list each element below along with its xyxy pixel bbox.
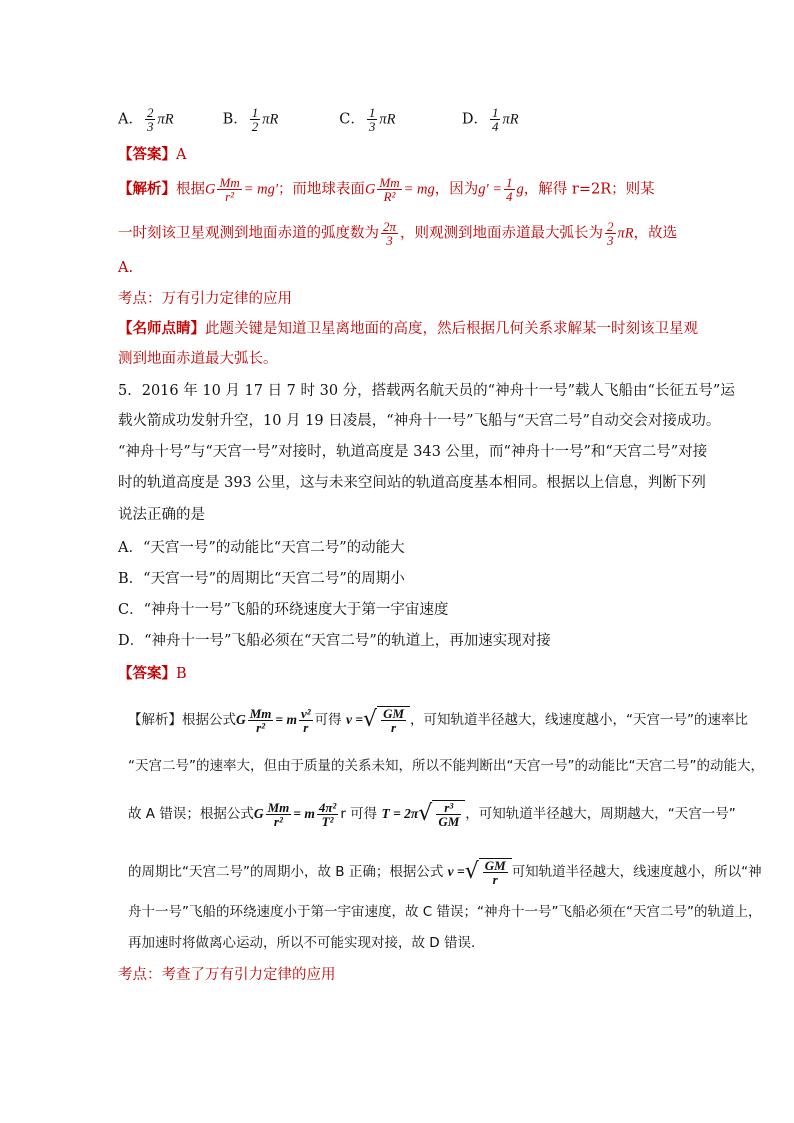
tip-text: 测到地面赤道最大弧长。 xyxy=(118,351,278,367)
option-letter: C． xyxy=(339,111,365,128)
option-text: C．“神舟十一号”飞船的环绕速度大于第一宇宙速度 xyxy=(118,602,449,618)
formula-part: πR xyxy=(617,225,634,242)
q5-analysis-line-6 xyxy=(128,933,484,953)
frac-num: 1 xyxy=(491,105,499,120)
formula-part: g xyxy=(516,181,524,198)
analysis-text: 故 A 错误；根据公式 xyxy=(128,806,254,822)
kaodian-text: 考点：万有引力定律的应用 xyxy=(118,291,292,307)
frac-den: 3 xyxy=(368,119,376,134)
stem-text: 时的轨道高度是 393 公里，这与未来空间站的轨道高度基本相同。根据以上信息，判断下列 xyxy=(118,475,706,491)
q5-analysis-line-5 xyxy=(128,902,761,922)
frac-num: 2 xyxy=(607,219,614,234)
frac-den: r² xyxy=(256,719,266,735)
kaodian-text: 考点：考查了万有引力定律的应用 xyxy=(118,967,336,983)
analysis-text: r 可得 xyxy=(340,806,378,822)
q5-stem-line-2 xyxy=(118,411,720,431)
frac-num: Mm xyxy=(267,799,290,815)
q5-option-a xyxy=(118,538,405,558)
q5-stem-line-3 xyxy=(118,442,707,462)
option-tail: πR xyxy=(262,111,279,128)
answer-value: A xyxy=(176,147,187,163)
frac-den: R² xyxy=(383,189,396,204)
option-letter: D． xyxy=(461,111,488,128)
q5-option-c xyxy=(118,600,448,620)
analysis-text: 一时刻该卫星观测到地面赤道的弧度数为 xyxy=(118,225,379,242)
option-tail: πR xyxy=(379,111,396,128)
frac-num: GM xyxy=(484,858,506,873)
answer-label: 【答案】 xyxy=(118,665,176,682)
frac-num: 1 xyxy=(251,105,259,120)
analysis-text: 的周期比“天宫二号”的周期小，故 B 正确；根据公式 xyxy=(128,864,444,880)
frac-num: 2π xyxy=(383,219,397,234)
analysis-text: ；而地球表面 xyxy=(277,181,365,198)
analysis-text: 可知轨道半径越大，线速度越小，所以“神 xyxy=(511,864,762,880)
q5-option-b xyxy=(118,569,405,589)
analysis-text: 根据 xyxy=(176,181,205,198)
analysis-text: ，可知轨道半径越大，周期越大，“天宫一号” xyxy=(465,806,736,822)
frac-num: GM xyxy=(383,706,405,721)
q5-analysis-line-1: 【解析】根据公式G $\frac{Mm}{\text{r²}}$ = m $\frac{\text{v²}}{r}$ 可得 v =√ $\frac{GM}{r}$ ，可知轨道半径越大，线速度越小，“天宫一号”的速率比 xyxy=(128,705,749,735)
frac-den: T² xyxy=(321,813,334,829)
stem-text: 载火箭成功发射升空，10 月 19 日凌晨，“神舟十一号”飞船与“天宫二号”自动交会对接成功。 xyxy=(118,413,721,429)
frac-den: 2 xyxy=(251,119,259,134)
q5-stem-line-4 xyxy=(118,473,706,493)
frac-num: 2 xyxy=(146,105,154,120)
frac-den: 4 xyxy=(506,189,513,204)
formula-part: = m xyxy=(293,806,315,821)
answer-value: B xyxy=(176,666,187,682)
q4-tip-line-2 xyxy=(118,349,278,369)
option-tail: πR xyxy=(157,111,174,128)
analysis-text: ，则观测到地面赤道最大弧长为 xyxy=(400,225,604,242)
frac-num: v² xyxy=(301,705,311,721)
tip-label: 【名师点睛】 xyxy=(118,320,205,337)
frac-den: 4 xyxy=(491,119,499,134)
frac-den: r xyxy=(391,720,397,735)
analysis-text: A. xyxy=(118,260,134,276)
analysis-text: ，因为 xyxy=(434,181,479,198)
frac-den: 3 xyxy=(607,233,614,248)
analysis-text: ，解得 r=2R；则某 xyxy=(523,181,655,198)
q4-analysis-line-3 xyxy=(118,258,133,278)
frac-num: Mm xyxy=(219,175,240,190)
q4-kaodian xyxy=(118,289,292,309)
formula-part: T = 2π xyxy=(381,806,419,821)
analysis-text: 舟十一号”飞船的环绕速度小于第一宇宙速度，故 C 错误；“神舟十一号”飞船必须在“天宫二号”的轨道上， xyxy=(128,904,762,920)
frac-num: 1 xyxy=(368,105,376,120)
answer-label: 【答案】 xyxy=(118,146,176,163)
q5-analysis-line-2 xyxy=(128,756,764,776)
frac-num: 4π² xyxy=(318,799,337,815)
formula-part: G xyxy=(364,181,376,198)
frac-den: r² xyxy=(273,813,283,829)
frac-num: 1 xyxy=(506,175,513,190)
q5-kaodian xyxy=(118,965,336,985)
frac-den: GM xyxy=(438,814,460,829)
q4-answer xyxy=(118,145,186,165)
q4-tip-line-1 xyxy=(118,319,698,339)
q5-option-d xyxy=(118,631,551,651)
frac-den: r² xyxy=(225,189,235,204)
stem-text: “神舟十号”与“天宫一号”对接时，轨道高度是 343 公里，而“神舟十一号”和“天宫二号”对接 xyxy=(118,444,708,460)
q4-option-b xyxy=(223,106,335,133)
q5-answer xyxy=(118,664,187,684)
option-text: B．“天宫一号”的周期比“天宫二号”的周期小 xyxy=(118,571,405,587)
analysis-text: 【解析】根据公式 xyxy=(128,712,236,728)
formula-part: v = xyxy=(447,864,465,879)
option-letter: A． xyxy=(118,111,143,128)
q5-stem-line-5 xyxy=(118,505,205,525)
q4-option-d xyxy=(462,106,519,133)
formula-part: = mg xyxy=(403,181,435,198)
analysis-text: ，可知轨道半径越大，线速度越小，“天宫一号”的速率比 xyxy=(410,712,749,728)
frac-den: 3 xyxy=(146,119,154,134)
option-tail: πR xyxy=(502,111,519,128)
analysis-text: 再加速时将做离心运动，所以不可能实现对接，故 D 错误． xyxy=(128,935,485,951)
analysis-text: ，故选 xyxy=(633,225,678,242)
frac-den: r xyxy=(303,719,309,735)
frac-num: r³ xyxy=(436,801,461,815)
formula-part: v = xyxy=(345,712,364,727)
q5-stem-line-1 xyxy=(118,381,735,401)
formula-part: g' = xyxy=(478,181,503,198)
frac-num: Mm xyxy=(379,175,400,190)
q4-analysis-line-2 xyxy=(118,220,677,247)
q5-analysis-line-4: 的周期比“天宫二号”的周期小，故 B 正确；根据公式 v =√ $\frac{GM}{r}$ 可知轨道半径越大，线速度越小，所以“神 xyxy=(128,858,762,887)
stem-text: 说法正确的是 xyxy=(118,507,205,523)
q5-analysis-line-3: 故 A 错误；根据公式G $\frac{Mm}{\text{r²}}$ = m $\frac{\text{4π²}}{\text{T²}}$ r 可得 T = 2π√ $\frac{\text{r³}}{GM}$ ，可知轨道半径越大，周期越大，“天宫一号” xyxy=(128,799,736,829)
analysis-text: “天宫二号”的速率大，但由于质量的关系未知，所以不能判断出“天宫一号”的动能比“天宫二号”的动能大， xyxy=(128,758,764,774)
frac-num: Mm xyxy=(249,705,272,721)
option-text: D．“神舟十一号”飞船必须在“天宫二号”的轨道上，再加速实现对接 xyxy=(118,633,551,649)
q4-options xyxy=(118,106,519,133)
frac-den: r xyxy=(492,872,498,887)
option-letter: B． xyxy=(222,111,248,128)
analysis-label: 【解析】 xyxy=(118,180,176,198)
analysis-text: 可得 xyxy=(314,712,342,728)
stem-text: 5．2016 年 10 月 17 日 7 时 30 分，搭载两名航天员的“神舟十一号”载人飞船由“长征五号”运 xyxy=(118,383,735,399)
frac-den: 3 xyxy=(386,233,393,248)
q4-option-c xyxy=(339,106,457,133)
formula-part: = m xyxy=(275,712,297,727)
formula-part: = mg' xyxy=(243,181,278,198)
option-text: A．“天宫一号”的动能比“天宫二号”的动能大 xyxy=(118,540,405,556)
q4-analysis-line-1 xyxy=(118,176,655,203)
q4-option-a xyxy=(118,106,218,133)
tip-text: 此题关键是知道卫星离地面的高度，然后根据几何关系求解某一时刻该卫星观 xyxy=(205,321,698,337)
formula-part: G xyxy=(205,181,216,198)
